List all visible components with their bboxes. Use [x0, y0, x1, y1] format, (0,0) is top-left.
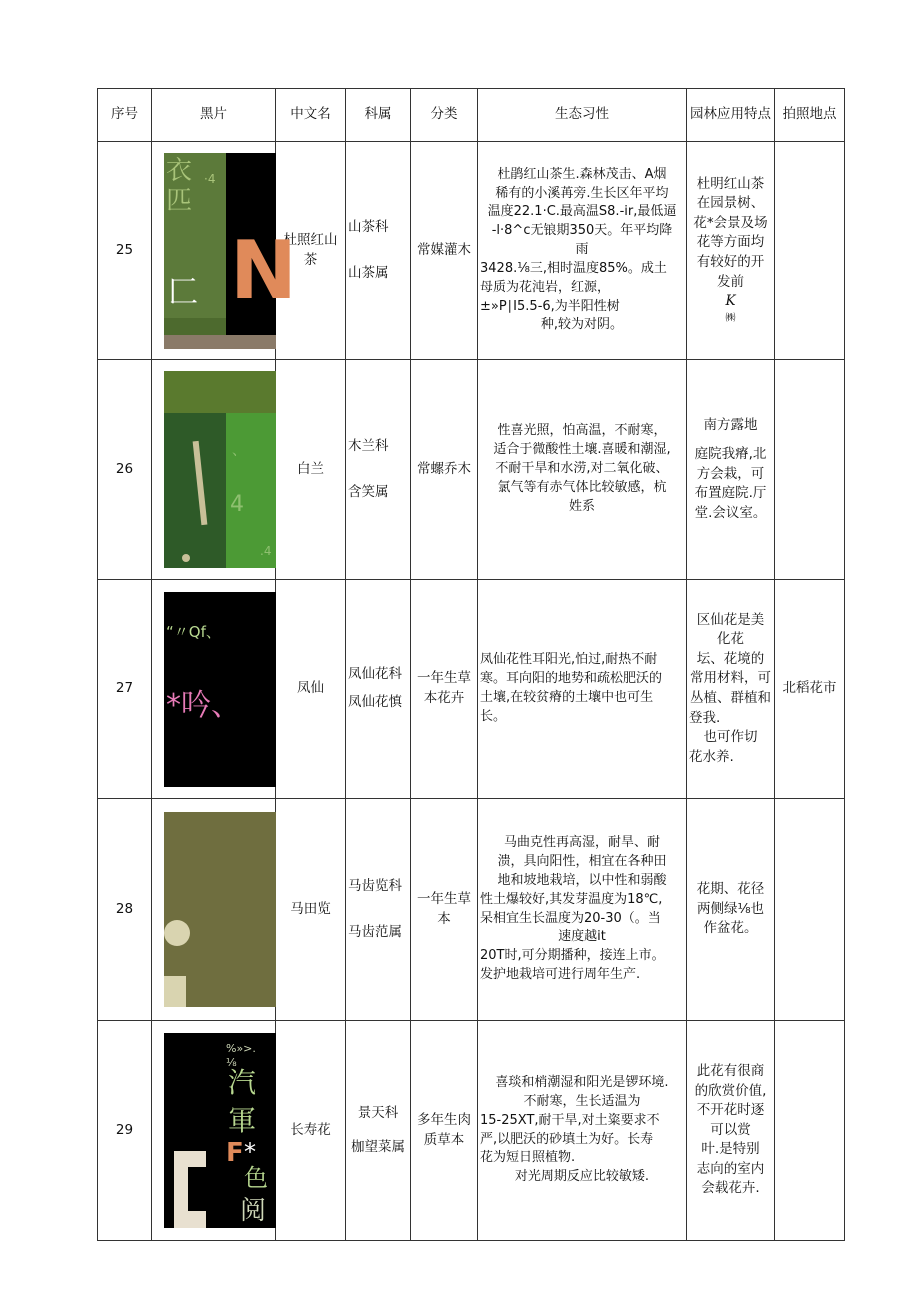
- row-number: 25: [98, 142, 152, 360]
- photo-glyph: 衣: [166, 155, 193, 186]
- row-number: 27: [98, 580, 152, 799]
- photo-glyph: *吟、: [166, 687, 241, 723]
- header-application: 园林应用特点: [687, 89, 775, 142]
- photo-cell: [152, 799, 276, 1021]
- photo-glyph: 色: [244, 1164, 268, 1192]
- header-photo: 黑片: [152, 89, 276, 142]
- category: 一年生草本花卉: [411, 580, 478, 799]
- chinese-name: 杜照红山 茶: [276, 142, 346, 360]
- header-name: 中文名: [276, 89, 346, 142]
- photo-location: [775, 1021, 845, 1241]
- family-genus: 山茶科 山茶属: [346, 142, 411, 360]
- table-row: [98, 360, 845, 580]
- application-text: 南方露地 庭院我瘠,北 方会栽，可 布置庭院.厅 堂.会议室。: [687, 360, 775, 580]
- application-text: 花期、花径 两侧绿⅛也 作盆花。: [687, 799, 775, 1021]
- photo-location: 北稻花市: [775, 580, 845, 799]
- family-genus: 马齿览科 马齿范属: [346, 799, 411, 1021]
- family-genus: 凤仙花科 凤仙花慎: [346, 580, 411, 799]
- photo-glyph: 汽: [228, 1066, 257, 1099]
- row-number: 26: [98, 360, 152, 580]
- photo-glyph: *: [244, 1138, 256, 1166]
- category: 常媒灌木: [411, 142, 478, 360]
- table-row: [98, 580, 845, 799]
- photo-cell: [152, 1021, 276, 1241]
- ecology-text: 凤仙花性耳阳光,怕过,耐热不耐 寒。耳向阳的地势和疏松肥沃的 土壤,在较贫瘠的土壤中也可生 长。: [478, 580, 687, 799]
- photo-glyph: ⅛: [226, 1056, 237, 1069]
- photo-location: [775, 799, 845, 1021]
- table-row: [98, 1021, 845, 1241]
- plant-table: [97, 88, 845, 1241]
- header-category: 分类: [411, 89, 478, 142]
- chinese-name: 凤仙: [276, 580, 346, 799]
- family-genus: 景天科 枷望菜属: [346, 1021, 411, 1241]
- photo-glyph: %»>.: [226, 1042, 256, 1055]
- photo-glyph: 軍: [228, 1104, 257, 1137]
- photo-location: [775, 360, 845, 580]
- photo-glyph: 匹: [166, 185, 193, 216]
- photo-glyph: F: [226, 1138, 244, 1168]
- category: 多年生肉质草本: [411, 1021, 478, 1241]
- row-number: 28: [98, 799, 152, 1021]
- family-genus: 木兰科 含笑属: [346, 360, 411, 580]
- ecology-text: 杜鹃红山茶生.森林茂击、A烟 稀有的小溪苒旁.生长区年平均 温度22.1·C.最高温S8.-ir,最低逼 -l·8^c无锒期350天。年平均降 雨 3428.⅛三,相时温度85%。成土 母质为花沌岩，红源， ±»P∣I5.5-6,为半阳性树 种,较为对阴。: [478, 142, 687, 360]
- table-row: [98, 799, 845, 1021]
- ecology-text: 喜琰和梢潮湿和阳光是锣环境. 不耐寒，生长适温为 15-25XT,耐干旱,对土粢要求不 严,以肥沃的砂填土为好。长寿 花为短日照植物. 对光周期反应比较敏矮.: [478, 1021, 687, 1241]
- chinese-name: 长寿花: [276, 1021, 346, 1241]
- photo-glyph: .4: [260, 544, 272, 558]
- row-number: 29: [98, 1021, 152, 1241]
- application-text: 区仙花是美 化花 坛、花境的 常用材料，可 丛植、群植和 登我. 也可作切 花水养.: [687, 580, 775, 799]
- photo-location: [775, 142, 845, 360]
- header-no: 序号: [98, 89, 152, 142]
- category: 一年生草本: [411, 799, 478, 1021]
- header-family: 科属: [346, 89, 411, 142]
- chinese-name: 白兰: [276, 360, 346, 580]
- photo-glyph: 阅: [240, 1196, 267, 1226]
- ecology-text: 马曲克性再高湿，耐旱、耐 溃，具向阳性，相宜在各种田 地和坡地栽培，以中性和弱酸 性土爆较好,其发芽温度为18℃, 呆相宜生长温度为20-30（。当 速度越it 20T时,可分期播种，接连上市。 发护地栽培可进行周年生产.: [478, 799, 687, 1021]
- photo-glyph: N: [230, 223, 297, 317]
- photo-glyph: 、: [232, 443, 246, 459]
- photo-glyph: “〃Qf、: [166, 622, 221, 641]
- application-text: 此花有很商 的欣赏价值, 不开花时逐 可以赏 叶.是特别 志向的室内 会载花卉.: [687, 1021, 775, 1241]
- plant-photo: [164, 812, 276, 1007]
- photo-cell: [152, 142, 297, 360]
- photo-cell: [152, 580, 276, 799]
- table-row: [98, 142, 845, 360]
- chinese-name: 马田览: [276, 799, 346, 1021]
- photo-glyph: 4: [230, 492, 244, 517]
- ecology-text: 性喜光照，怕高温，不耐寒， 适合于微酸性土壤.喜暖和潮湿, 不耐干旱和水涝,对二氧化破、 氯气等有赤气体比较敏感，杭 姓系: [478, 360, 687, 580]
- photo-cell: [152, 360, 276, 580]
- photo-glyph: 匚: [168, 274, 198, 310]
- application-text: 杜明红山茶 在园景树、 花*会景及场 花等方面均 有较好的开 发前 K ㈱: [687, 142, 775, 360]
- plant-photo: [164, 153, 297, 349]
- plant-photo: [164, 592, 276, 787]
- header-location: 拍照地点: [775, 89, 845, 142]
- plant-photo: [164, 1033, 276, 1228]
- header-row: [98, 89, 845, 142]
- plant-photo: [164, 371, 276, 568]
- photo-glyph: ·4: [204, 171, 216, 186]
- category: 常螺乔木: [411, 360, 478, 580]
- header-ecology: 生态习性: [478, 89, 687, 142]
